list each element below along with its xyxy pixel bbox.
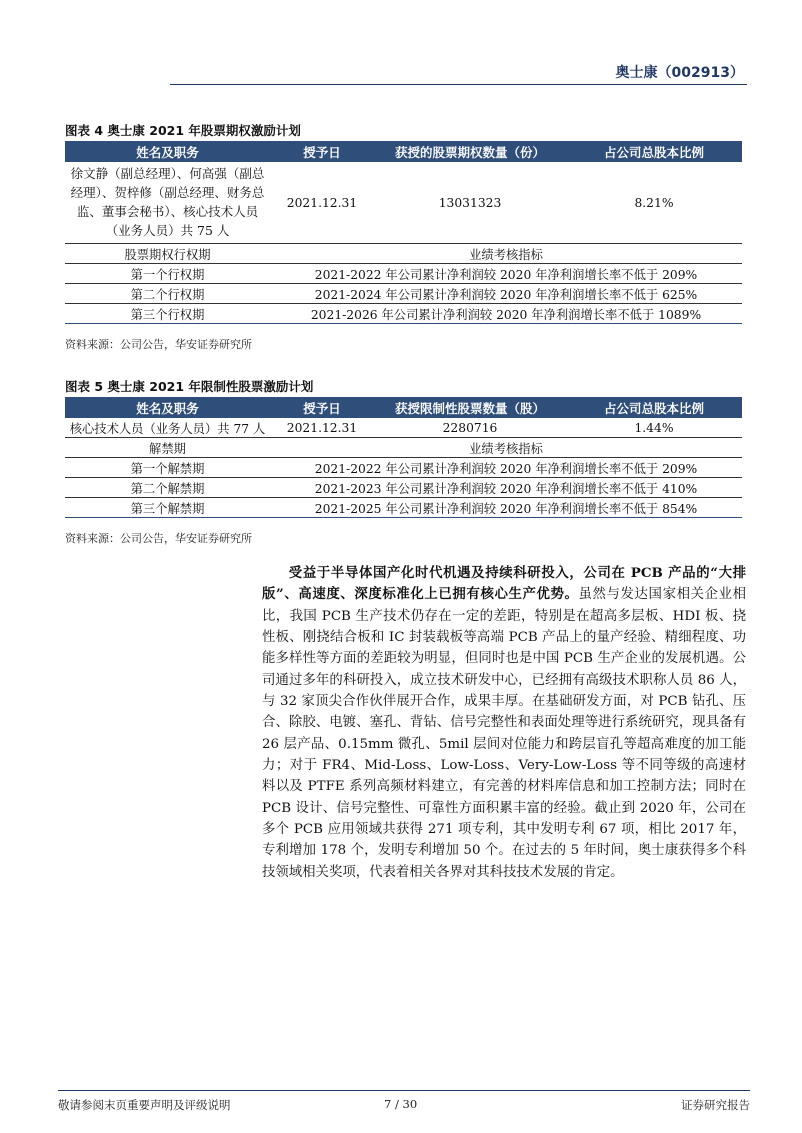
table5-grant-quantity: 2280716 — [442, 420, 498, 435]
table5-grant-name: 核心技术人员（业务人员）共 77 人 — [69, 421, 266, 436]
header-company-title: 奥士康（002913） — [615, 65, 744, 81]
table5-header-ratio: 占公司总股本比例 — [566, 397, 742, 418]
table4-grant-names — [65, 162, 270, 244]
table-row — [65, 304, 742, 324]
table-row — [65, 284, 742, 304]
footer-disclaimer: 敬请参阅末页重要声明及评级说明 — [58, 1098, 231, 1112]
table5-period-target: 2021-2025 年公司累计净利润较 2020 年净利润增长率不低于 854% — [270, 498, 742, 518]
header-divider — [170, 84, 747, 85]
table5-header-quantity: 获授限制性股票数量（股） — [374, 397, 566, 418]
table5-period-name: 第三个解禁期 — [65, 498, 270, 518]
table5-subheader-row — [65, 438, 742, 458]
body-lead-bold: 受益于半导体国产化时代机遇及持续科研投入，公司在 PCB 产品的“大排版”、高速度、深度标准化上已拥有核心生产优势。 — [262, 565, 746, 603]
table5-grant-date: 2021.12.31 — [286, 420, 358, 435]
table4-grant-name-line: 经理）、贺梓修（副总经理、财务总 — [70, 185, 265, 200]
table4-header-name: 姓名及职务 — [65, 141, 270, 162]
table4-grant-quantity: 13031323 — [438, 195, 502, 210]
table4-header-quantity: 获授的股票期权数量（份） — [374, 141, 566, 162]
table4-period-name: 第三个行权期 — [65, 304, 270, 324]
table4-grant-name-line: （业务人员）共 75 人 — [105, 223, 230, 238]
table5-period-name: 第一个解禁期 — [65, 458, 270, 478]
table4-indicator-header: 业绩考核指标 — [270, 244, 742, 264]
table4-grant-date: 2021.12.31 — [286, 195, 358, 210]
table5-header-date: 授予日 — [270, 397, 374, 418]
table4-header-row — [65, 141, 742, 162]
footer-report-type: 证券研究报告 — [681, 1098, 750, 1112]
table4-subheader-row — [65, 244, 742, 264]
table4-source: 资料来源：公司公告，华安证券研究所 — [65, 338, 252, 351]
table-row — [65, 498, 742, 518]
table5-grant-row — [65, 418, 742, 438]
table4-title: 图表 4 奥士康 2021 年股票期权激励计划 — [65, 123, 301, 138]
table5-period-target: 2021-2022 年公司累计净利润较 2020 年净利润增长率不低于 209% — [270, 458, 742, 478]
table5-period-name: 第二个解禁期 — [65, 478, 270, 498]
table5-indicator-header: 业绩考核指标 — [270, 438, 742, 458]
table4-grant-ratio: 8.21% — [634, 195, 674, 210]
table5-header-name: 姓名及职务 — [65, 397, 270, 418]
table4-period-target: 2021-2022 年公司累计净利润较 2020 年净利润增长率不低于 209% — [270, 264, 742, 284]
table4-period-name: 第二个行权期 — [65, 284, 270, 304]
table4-stock-options — [65, 141, 742, 324]
table-row — [65, 264, 742, 284]
page-number: 7 / 30 — [384, 1097, 418, 1111]
table4-period-header: 股票期权行权期 — [65, 244, 270, 264]
table4-header-date: 授予日 — [270, 141, 374, 162]
table4-header-ratio: 占公司总股本比例 — [566, 141, 742, 162]
table5-period-header: 解禁期 — [65, 438, 270, 458]
footer-divider — [58, 1090, 750, 1091]
table5-grant-ratio: 1.44% — [634, 420, 674, 435]
table4-period-target: 2021-2026 年公司累计净利润较 2020 年净利润增长率不低于 1089% — [270, 304, 742, 324]
table5-source: 资料来源：公司公告，华安证券研究所 — [65, 532, 252, 545]
table5-period-target: 2021-2023 年公司累计净利润较 2020 年净利润增长率不低于 410% — [270, 478, 742, 498]
table4-period-target: 2021-2024 年公司累计净利润较 2020 年净利润增长率不低于 625% — [270, 284, 742, 304]
table-row — [65, 478, 742, 498]
table4-grant-name-line: 徐文静（副总经理）、何高强（副总 — [70, 166, 265, 181]
body-text: 虽然与发达国家相关企业相比，我国 PCB 生产技术仍存在一定的差距，特别是在超高多层板、HDI 板、挠性板、刚挠结合板和 IC 封装载板等高端 PCB 产品上的量产经验、精细程度、功能多样性等方面的差距较为明显，但同时也是中国 PCB 生产企业的发展机遇。公司通过多年的科研投入，成立技术研发中心，已经拥有高级技术职称人员 86 人，与 32 家顶尖合作伙伴展开合作，成果丰厚。在基础研发方面，对 PCB 钻孔、压合、除胶、电镀、塞孔、背钻、信号完整性和表面处理等进行系统研究，现具备有 26 层产品、0.15mm 微孔、5mil 层间对位能力和跨层盲孔等超高难度的加工能力；对于 FR4、Mid-Loss、Low-Loss、Very-Low-Loss 等不同等级的高速材料以及 PTFE 系列高频材料建立，有完善的材料库信息和加工控制方法；同时在 PCB 设计、信号完整性、可靠性方面积累丰富的经验。截止到 2020 年，公司在多个 PCB 应用领域共获得 271 项专利，其中发明专利 67 项，相比 2017 年，专利增加 178 个，发明专利增加 50 个。在过去的 5 年时间，奥士康获得多个科技领域相关奖项，代表着相关各界对其科技技术发展的肯定。 — [262, 587, 747, 880]
table4-grant-row — [65, 162, 742, 244]
table5-header-row — [65, 397, 742, 418]
table5-title: 图表 5 奥士康 2021 年限制性股票激励计划 — [65, 379, 314, 394]
table4-grant-name-line: 监、董事会秘书）、核心技术人员 — [76, 204, 259, 219]
body-paragraph — [262, 563, 746, 883]
table5-restricted-stock — [65, 397, 742, 518]
table4-period-name: 第一个行权期 — [65, 264, 270, 284]
table-row — [65, 458, 742, 478]
